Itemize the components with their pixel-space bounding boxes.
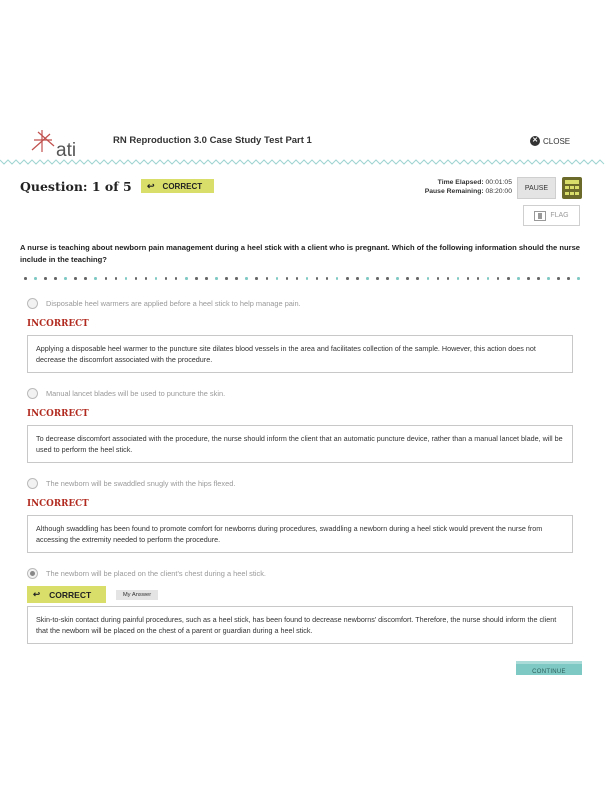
flag-icon xyxy=(534,211,546,221)
option-text: The newborn will be swaddled snugly with the hips flexed. xyxy=(46,479,236,488)
verdict-label: INCORRECT xyxy=(27,319,89,329)
option-text: The newborn will be placed on the client's chest during a heel stick. xyxy=(46,569,266,578)
dotted-divider xyxy=(24,277,580,281)
correct-label: CORRECT xyxy=(49,589,92,600)
rationale-box: Applying a disposable heel warmer to the puncture site dilates blood vessels in the area and facilitates collection of the sample. However, this action does not decrease the discomfort associated with the procedure. xyxy=(27,335,573,373)
question-bar xyxy=(0,172,606,202)
radio-button[interactable] xyxy=(27,478,38,489)
ati-logo xyxy=(28,126,88,162)
close-icon: ✕ xyxy=(530,136,540,146)
verdict-label: INCORRECT xyxy=(27,409,89,419)
rationale-box: Although swaddling has been found to promote comfort for newborns during procedures, swaddling a newborn during a heel stick would prevent the nurse from accessing the extremity needed to perform the procedure. xyxy=(27,515,573,553)
flag-button[interactable] xyxy=(523,205,580,226)
pause-remaining-label: Pause Remaining: xyxy=(424,188,484,195)
pause-button[interactable]: PAUSE xyxy=(517,177,556,199)
close-label: CLOSE xyxy=(543,136,571,146)
verdict-label: INCORRECT xyxy=(27,499,89,509)
correct-badge xyxy=(27,586,106,603)
my-answer-tag: My Answer xyxy=(116,590,158,600)
option-text: Disposable heel warmers are applied before a heel stick to help manage pain. xyxy=(46,299,301,308)
radio-button-selected[interactable] xyxy=(27,568,38,579)
answer-option[interactable] xyxy=(27,478,235,489)
radio-button[interactable] xyxy=(27,388,38,399)
continue-button[interactable]: CONTINUE xyxy=(516,661,582,675)
answer-option-selected[interactable] xyxy=(27,568,266,579)
pause-remaining-value: 08:20:00 xyxy=(485,188,512,195)
time-elapsed-value: 00:01:05 xyxy=(485,179,512,186)
calculator-icon[interactable] xyxy=(562,177,582,199)
undo-arrow-icon: ↩ xyxy=(147,180,155,191)
logo-text: ati xyxy=(56,140,77,161)
result-label: CORRECT xyxy=(162,181,203,191)
radio-button[interactable] xyxy=(27,298,38,309)
question-text: A nurse is teaching about newborn pain management during a heel stick with a client who is pregnant. Which of the following information should the nurse include in the teaching? xyxy=(20,243,581,264)
undo-arrow-icon: ↩ xyxy=(33,589,41,599)
test-title: RN Reproduction 3.0 Case Study Test Part 1 xyxy=(113,135,312,146)
rationale-box: Skin-to-skin contact during painful procedures, such as a heel stick, has been found to decrease newborns' discomfort. Therefore, the nurse should inform the client that the newborn will be placed on the chest of a parent or guardian during a heel stick. xyxy=(27,606,573,644)
header-divider xyxy=(0,158,606,166)
option-text: Manual lancet blades will be used to puncture the skin. xyxy=(46,389,226,398)
result-badge xyxy=(141,179,214,193)
flag-label: FLAG xyxy=(550,212,569,219)
question-number: Question: 1 of 5 xyxy=(20,179,132,194)
time-elapsed-label: Time Elapsed: xyxy=(437,179,484,186)
answer-option[interactable] xyxy=(27,388,225,399)
close-button[interactable] xyxy=(530,136,570,146)
answer-option[interactable] xyxy=(27,298,301,309)
rationale-box: To decrease discomfort associated with the procedure, the nurse should inform the client that an automatic puncture device, rather than a manual lancet blade, will be used to perform the heel stick. xyxy=(27,425,573,463)
timer xyxy=(425,178,512,196)
